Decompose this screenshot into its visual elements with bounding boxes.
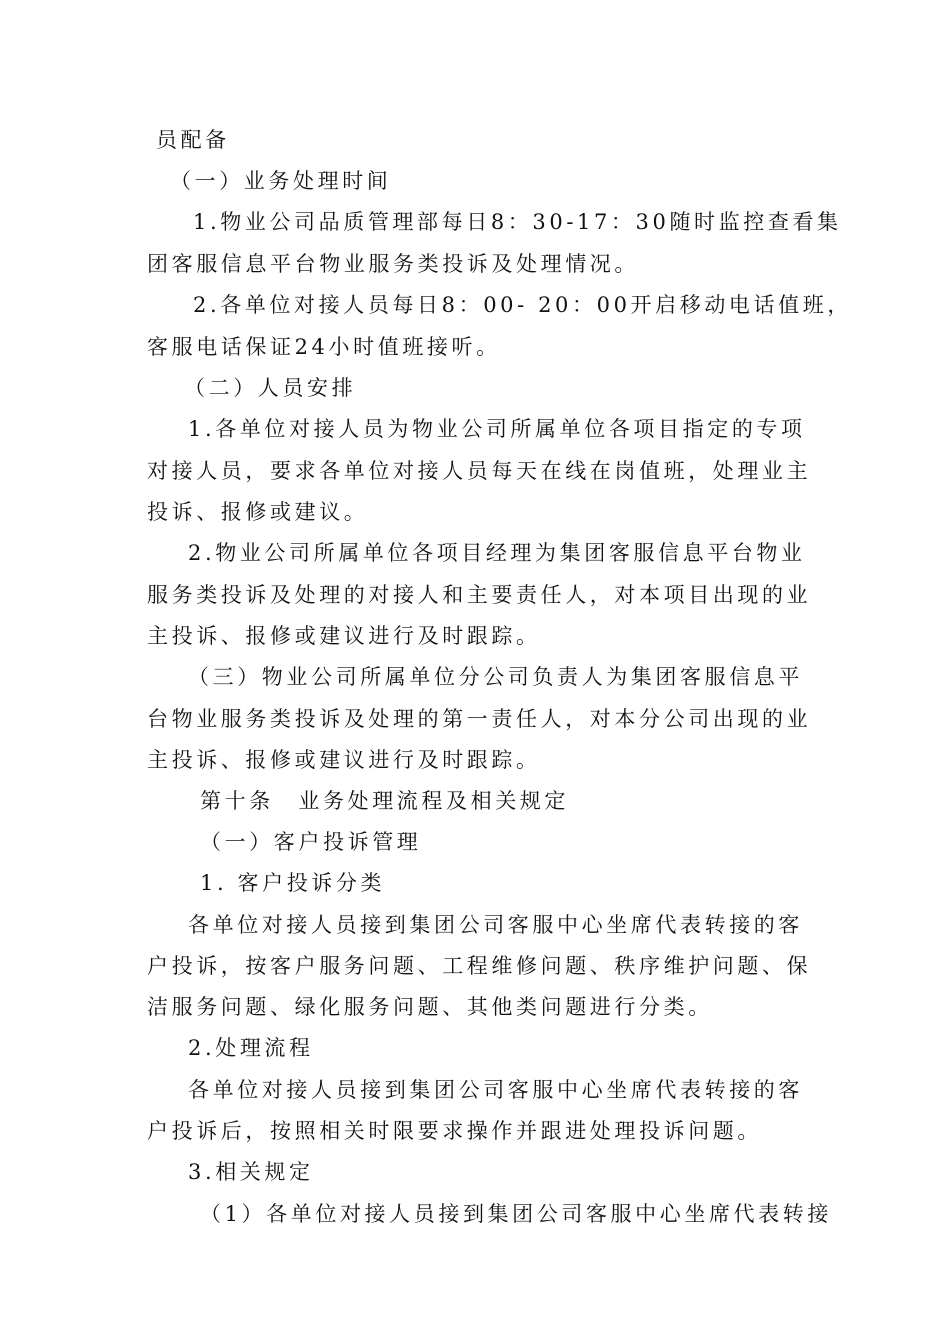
text-line: 1.各单位对接人员为物业公司所属单位各项目指定的专项: [188, 417, 806, 441]
text-line: 3.相关规定: [188, 1160, 314, 1184]
text-line: 主投诉、报修或建议进行及时跟踪。: [147, 624, 541, 648]
text-line: 投诉、报修或建议。: [147, 500, 369, 524]
text-line: 2.各单位对接人员每日8：00- 20：00开启移动电话值班，: [193, 293, 852, 317]
article-heading: 第十条 业务处理流程及相关规定: [200, 789, 569, 813]
text-line: 1.物业公司品质管理部每日8：30-17：30随时监控查看集: [193, 210, 842, 234]
text-line: 各单位对接人员接到集团公司客服中心坐席代表转接的客: [188, 1078, 803, 1102]
text-line: 2.处理流程: [188, 1036, 314, 1060]
section-heading: （一）业务处理时间: [170, 169, 392, 193]
text-line: 主投诉、报修或建议进行及时跟踪。: [147, 748, 541, 772]
text-line: 团客服信息平台物业服务类投诉及处理情况。: [147, 252, 639, 276]
text-line: 对接人员，要求各单位对接人员每天在线在岗值班，处理业主: [147, 459, 812, 483]
text-line: 服务类投诉及处理的对接人和主要责任人，对本项目出现的业: [147, 583, 812, 607]
text-line: 2.物业公司所属单位各项目经理为集团客服信息平台物业: [188, 541, 806, 565]
section-heading: （二）人员安排: [184, 376, 357, 400]
text-line: 洁服务问题、绿化服务问题、其他类问题进行分类。: [147, 995, 713, 1019]
text-line: （1）各单位对接人员接到集团公司客服中心坐席代表转接: [200, 1202, 832, 1226]
text-line: 户投诉后，按照相关时限要求操作并跟进处理投诉问题。: [147, 1119, 762, 1143]
text-line: 台物业服务类投诉及处理的第一责任人，对本分公司出现的业: [147, 707, 812, 731]
text-line: 各单位对接人员接到集团公司客服中心坐席代表转接的客: [188, 913, 803, 937]
text-line: 客服电话保证24小时值班接听。: [147, 335, 501, 359]
text-line: 户投诉，按客户服务问题、工程维修问题、秩序维护问题、保: [147, 954, 812, 978]
text-line: 员配备: [156, 128, 230, 152]
text-line: 1. 客户投诉分类: [200, 871, 386, 895]
text-line: （三）物业公司所属单位分公司负责人为集团客服信息平: [188, 665, 803, 689]
section-heading: （一）客户投诉管理: [200, 830, 422, 854]
